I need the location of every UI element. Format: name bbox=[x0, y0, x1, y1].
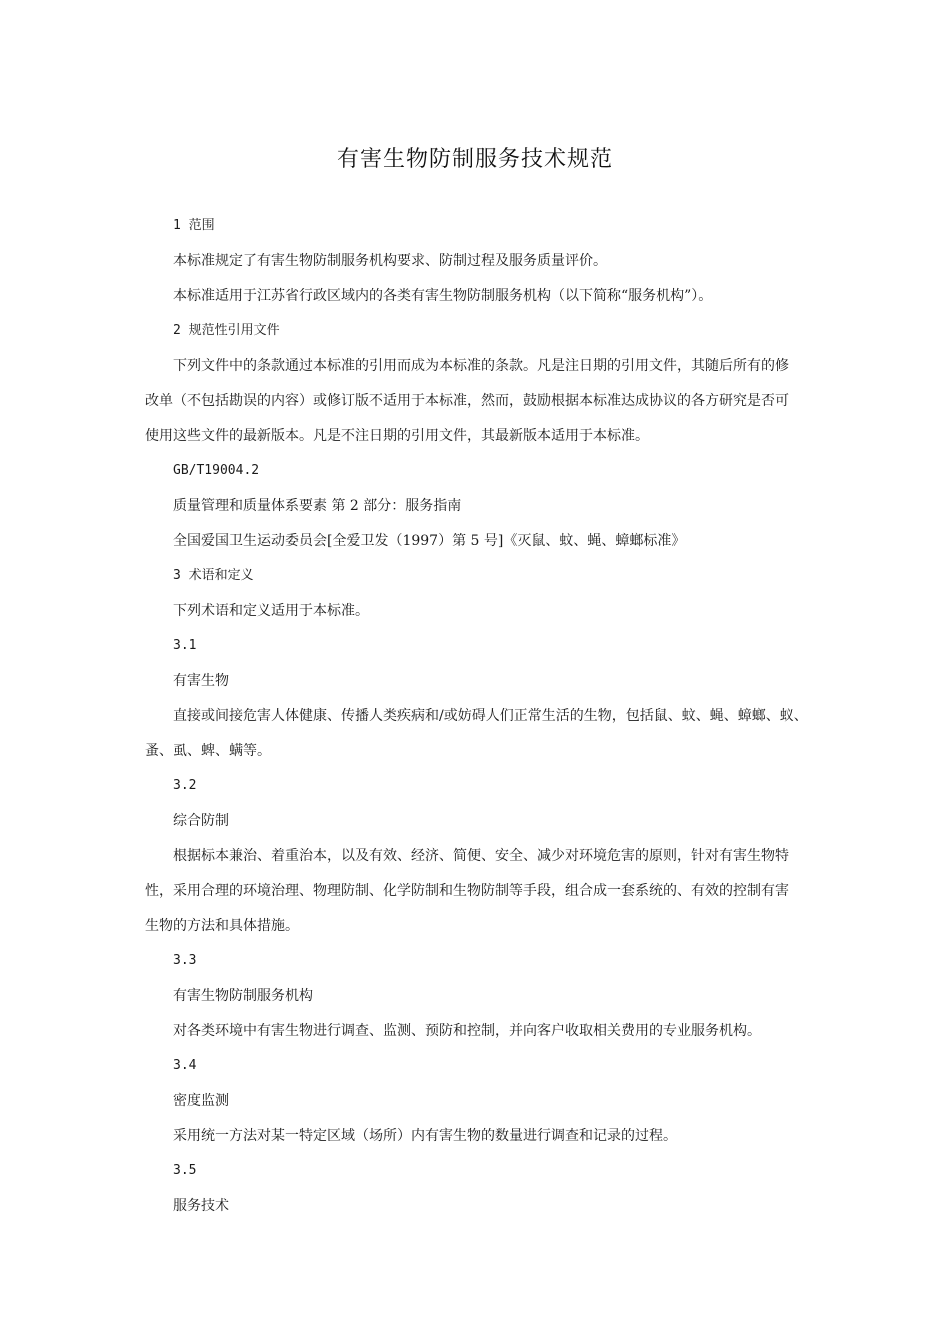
paragraph: 本标准适用于江苏省行政区域内的各类有害生物防制服务机构（以下简称“服务机构”）。 bbox=[173, 288, 713, 304]
clause-number: 3.5 bbox=[173, 1163, 197, 1178]
term-heading: 综合防制 bbox=[173, 813, 229, 829]
term-definition-continuation: 蚤、虱、蜱、螨等。 bbox=[145, 743, 271, 759]
paragraph-continuation: 使用这些文件的最新版本。凡是不注日期的引用文件，其最新版本适用于本标准。 bbox=[145, 428, 649, 444]
section-heading-normative-references: 2 规范性引用文件 bbox=[173, 323, 280, 338]
term-definition-continuation: 生物的方法和具体措施。 bbox=[145, 918, 299, 934]
term-heading: 有害生物防制服务机构 bbox=[173, 988, 313, 1004]
reference-code: GB/T19004.2 bbox=[173, 463, 260, 478]
paragraph-continuation: 改单（不包括勘误的内容）或修订版不适用于本标准，然而，鼓励根据本标准达成协议的各方研究是否可 bbox=[145, 393, 789, 409]
term-definition: 直接或间接危害人体健康、传播人类疾病和/或妨碍人们正常生活的生物，包括鼠、蚊、蝇、蟑螂、蚁、 bbox=[173, 708, 808, 724]
clause-number: 3.4 bbox=[173, 1058, 197, 1073]
term-definition: 对各类环境中有害生物进行调查、监测、预防和控制，并向客户收取相关费用的专业服务机构。 bbox=[173, 1023, 761, 1039]
term-definition: 根据标本兼治、着重治本，以及有效、经济、简便、安全、减少对环境危害的原则，针对有害生物特 bbox=[173, 848, 789, 864]
reference-title: 质量管理和质量体系要素 第 2 部分：服务指南 bbox=[173, 498, 462, 514]
term-definition: 采用统一方法对某一特定区域（场所）内有害生物的数量进行调查和记录的过程。 bbox=[173, 1128, 677, 1144]
clause-number: 3.2 bbox=[173, 778, 197, 793]
clause-number: 3.1 bbox=[173, 638, 197, 653]
term-definition-continuation: 性，采用合理的环境治理、物理防制、化学防制和生物防制等手段，组合成一套系统的、有效的控制有害 bbox=[145, 883, 789, 899]
term-heading: 有害生物 bbox=[173, 673, 229, 689]
paragraph: 下列文件中的条款通过本标准的引用而成为本标准的条款。凡是注日期的引用文件，其随后所有的修 bbox=[173, 358, 789, 374]
clause-number: 3.3 bbox=[173, 953, 197, 968]
reference-title: 全国爱国卫生运动委员会[全爱卫发（1997）第 5 号]《灭鼠、蚊、蝇、蟑螂标准》 bbox=[173, 533, 686, 549]
term-heading: 密度监测 bbox=[173, 1093, 229, 1109]
document-title: 有害生物防制服务技术规范 bbox=[336, 147, 613, 172]
section-heading-terms: 3 术语和定义 bbox=[173, 568, 254, 583]
paragraph: 下列术语和定义适用于本标准。 bbox=[173, 603, 369, 619]
section-heading-scope: 1 范围 bbox=[173, 218, 215, 233]
paragraph: 本标准规定了有害生物防制服务机构要求、防制过程及服务质量评价。 bbox=[173, 253, 607, 269]
term-heading: 服务技术 bbox=[173, 1198, 229, 1214]
